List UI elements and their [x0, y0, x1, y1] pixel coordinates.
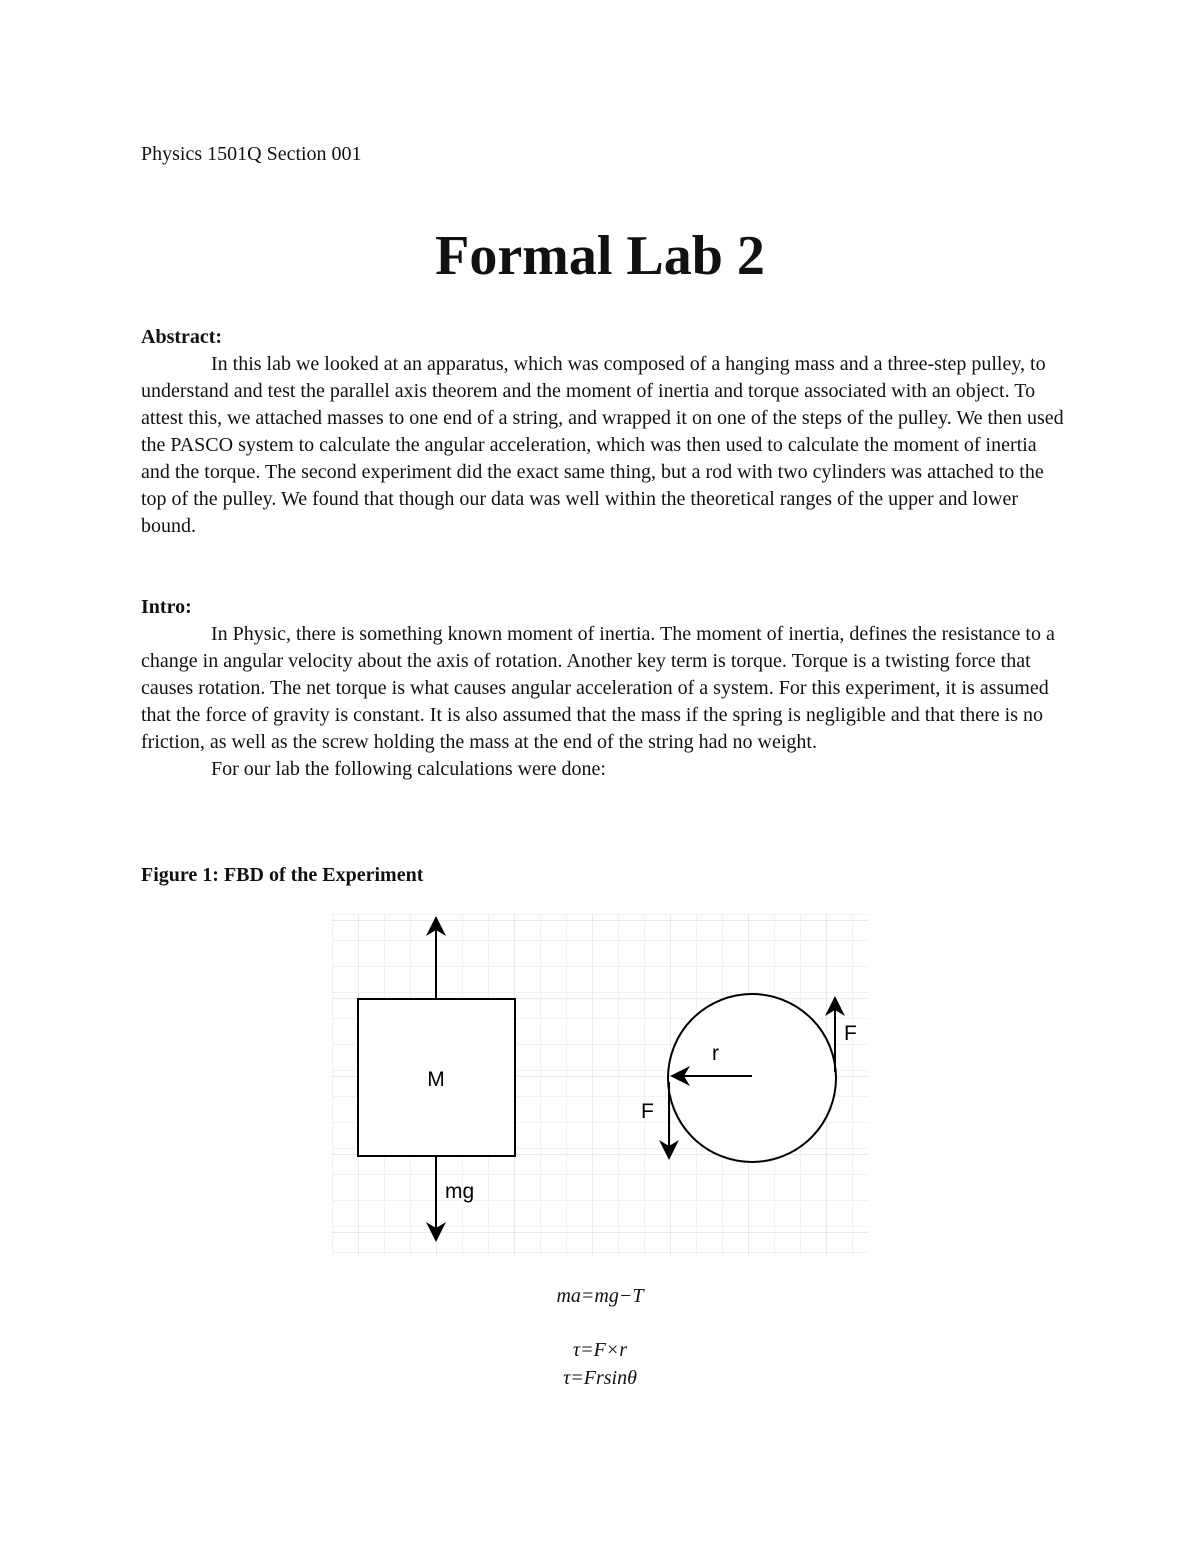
pulley-circle: [668, 994, 836, 1162]
equation-spacer: [0, 1310, 1200, 1336]
abstract-body: In this lab we looked at an apparatus, which was composed of a hanging mass and a three-step pulley, to understand and test the parallel axis theorem and the moment of inertia and torque associated with an object. To attest this, we attached masses to one end of a string, and wrapped it on one of the steps of the pulley. We then used the PASCO system to calculate the angular acceleration, which was then used to calculate the moment of inertia and the torque. The second experiment did the exact same thing, but a rod with two cylinders was attached to the top of the pulley. We found that though our data was well within the theoretical ranges of the upper and lower bound.: [141, 353, 1064, 537]
intro-body: In Physic, there is something known moment of inertia. The moment of inertia, defines the resistance to a change in angular velocity about the axis of rotation. Another key term is torque. Torque is a twisting force that causes rotation. The net torque is what causes angular acceleration of a system. For this experiment, it is assumed that the force of gravity is constant. It is also assumed that the mass if the spring is negligible and that there is no friction, as well as the screw holding the mass at the end of the string had no weight.: [141, 623, 1055, 753]
fbd-figure: [332, 914, 868, 1256]
force-label-left: F: [641, 1100, 654, 1123]
fbd-diagram: [332, 914, 868, 1256]
intro-heading: Intro:: [141, 596, 192, 618]
weight-label: mg: [445, 1180, 475, 1203]
intro-section: [141, 594, 1066, 783]
force-label-right: F: [844, 1022, 857, 1045]
equation-torque-cross: τ=F×r: [572, 1339, 628, 1361]
intro-body-2: For our lab the following calculations were done:: [211, 758, 606, 780]
abstract-heading: Abstract:: [141, 326, 223, 348]
course-header: Physics 1501Q Section 001: [141, 143, 362, 165]
equation-torque-sin: τ=Frsinθ: [563, 1367, 637, 1389]
document-title: Formal Lab 2: [435, 225, 765, 287]
figure-caption: Figure 1: FBD of the Experiment: [141, 864, 424, 886]
abstract-section: [141, 324, 1066, 540]
radius-label: r: [712, 1042, 719, 1065]
equation-newton: ma=mg−T: [556, 1285, 644, 1307]
mass-label: M: [427, 1068, 445, 1091]
equations-block: [0, 1282, 1200, 1392]
